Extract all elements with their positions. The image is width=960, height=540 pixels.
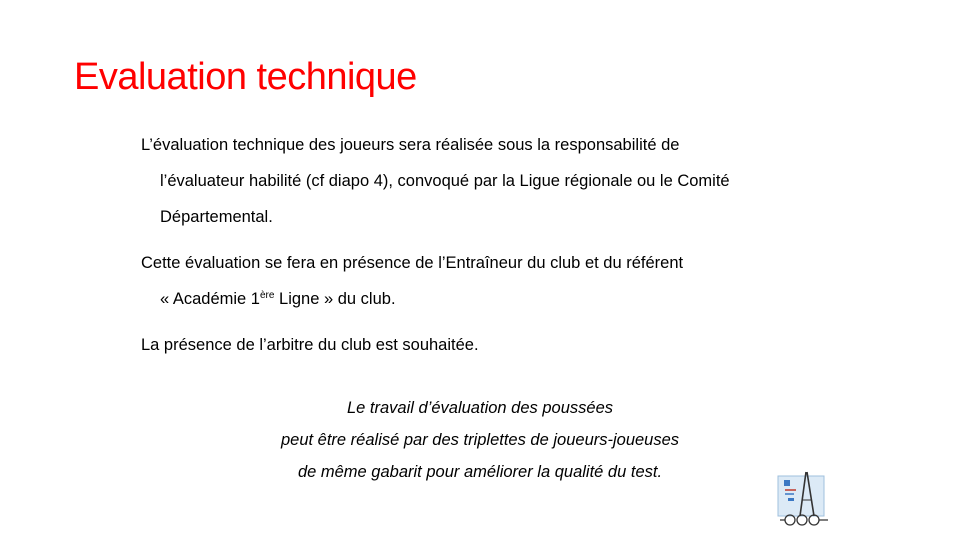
paragraph-line: La présence de l’arbitre du club est souhaitée. — [141, 336, 479, 354]
academy-text: « Académie 1 — [160, 290, 260, 308]
academy-text-end: Ligne » du club. — [274, 290, 396, 308]
note-line: de même gabarit pour améliorer la qualité du test. — [297, 463, 663, 481]
paragraph-line: Départemental. — [160, 208, 273, 226]
note-line: peut être réalisé par des triplettes de joueurs-joueuses — [280, 431, 680, 449]
ordinal-superscript: ère — [259, 290, 275, 301]
slide-title: Evaluation technique — [74, 56, 417, 98]
paragraph-line: L’évaluation technique des joueurs sera réalisée sous la responsabilité de — [141, 136, 680, 154]
paragraph-line: l’évaluateur habilité (cf diapo 4), convoqué par la Ligue régionale ou le Comité — [160, 172, 730, 190]
paragraph-line — [160, 290, 396, 309]
paragraph-line: Cette évaluation se fera en présence de l’Entraîneur du club et du référent — [141, 254, 684, 272]
federation-logo-icon — [776, 470, 832, 528]
note-line: Le travail d’évaluation des poussées — [346, 399, 613, 417]
